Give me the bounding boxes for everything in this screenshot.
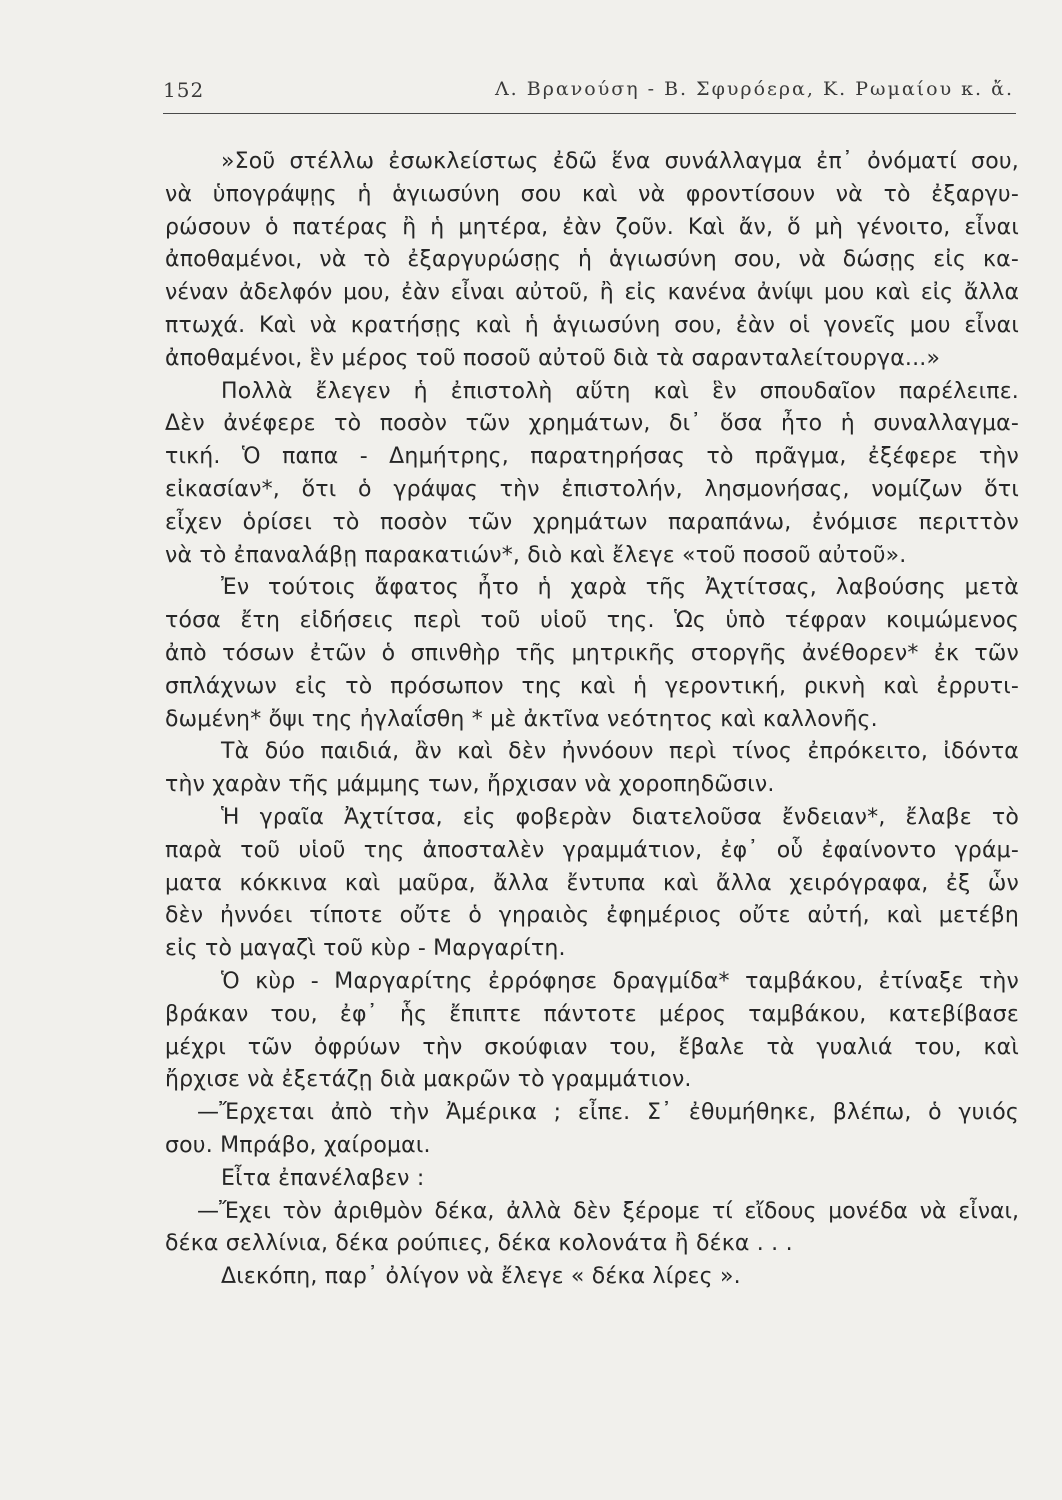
text-line: »Σοῦ στέλλω ἐσωκλείστως ἐδῶ ἕνα συνάλλαγμα ἐπ᾽ ὀνόματί σου, <box>221 149 1019 174</box>
page-header <box>163 78 1018 110</box>
text-line: σου. Μπράβο, χαίρομαι. <box>165 1132 431 1158</box>
text-line: —Ἔχει τὸν ἀριθμὸν δέκα, ἀλλὰ δὲν ξέρομε τί εἴδους μονέδα νὰ εἶναι, <box>197 1198 1019 1224</box>
text-line: νὰ ὑπογράψῃς ἡ ἁγιωσύνη σου καὶ νὰ φροντίσουν νὰ τὸ ἐξαργυ- <box>165 181 1019 207</box>
text-line: τὴν χαρὰν τῆς μάμμης των, ἤρχισαν νὰ χοροπηδῶσιν. <box>165 772 775 798</box>
text-line: ματα κόκκινα καὶ μαῦρα, ἄλλα ἔντυπα καὶ ἄλλα χειρόγραφα, ἐξ ὧν <box>165 870 1019 896</box>
text-line: νὰ τὸ ἐπαναλάβῃ παρακατιών*, διὸ καὶ ἔλεγε «τοῦ ποσοῦ αὐτοῦ». <box>165 542 907 568</box>
text-line: Τὰ δύο παιδιά, ἂν καὶ δὲν ἠννόουν περὶ τίνος ἐπρόκειτο, ἰδόντα <box>221 739 1019 765</box>
text-line: δὲν ἠννόει τίποτε οὔτε ὁ γηραιὸς ἐφημέριος οὔτε αὐτή, καὶ μετέβη <box>165 903 1019 929</box>
text-line: ἀποθαμένοι, νὰ τὸ ἐξαργυρώσῃς ἡ ἁγιωσύνη σου, νὰ δώσῃς εἰς κα- <box>165 247 1019 273</box>
text-line: Διεκόπη, παρ᾽ ὀλίγον νὰ ἔλεγε « δέκα λίρες ». <box>221 1264 741 1290</box>
text-line: πτωχά. Καὶ νὰ κρατήσῃς καὶ ἡ ἁγιωσύνη σου, ἐὰν οἱ γονεῖς μου εἶναι <box>165 312 1019 338</box>
text-line: —Ἔρχεται ἀπὸ τὴν Ἀμέρικα ; εἶπε. Σ᾽ ἐθυμήθηκε, βλέπω, ὁ γυιός <box>197 1100 1019 1126</box>
text-line: ἀποθαμένοι, ἓν μέρος τοῦ ποσοῦ αὐτοῦ διὰ τὰ σαρανταλείτουργα...» <box>165 345 941 371</box>
text-line: Ἐν τούτοις ἄφατος ἦτο ἡ χαρὰ τῆς Ἀχτίτσας, λαβούσης μετὰ <box>221 575 1019 601</box>
text-line: βράκαν του, ἐφ᾽ ἧς ἔπιπτε πάντοτε μέρος ταμβάκου, κατεβίβασε <box>165 1001 1019 1027</box>
text-line: Εἶτα ἐπανέλαβεν : <box>221 1165 425 1191</box>
text-line: Ἡ γραῖα Ἀχτίτσα, εἰς φοβερὰν διατελοῦσα ἔνδειαν*, ἔλαβε τὸ <box>221 804 1019 830</box>
text-line: παρὰ τοῦ υἱοῦ της ἀποσταλὲν γραμμάτιον, ἐφ᾽ οὗ ἐφαίνοντο γράμ- <box>165 837 1019 863</box>
body-text <box>165 146 1019 1294</box>
text-line: Δὲν ἀνέφερε τὸ ποσὸν τῶν χρημάτων, δι᾽ ὅσα ἦτο ἡ συναλλαγμα- <box>165 411 1019 437</box>
text-line: εἶχεν ὁρίσει τὸ ποσὸν τῶν χρημάτων παραπάνω, ἐνόμισε περιττὸν <box>165 509 1019 535</box>
page-number: 152 <box>163 78 205 102</box>
header-rule <box>163 113 1016 114</box>
text-line: εἰς τὸ μαγαζὶ τοῦ κὺρ - Μαργαρίτη. <box>165 936 566 962</box>
text-line: μέχρι τῶν ὀφρύων τὴν σκούφιαν του, ἔβαλε τὰ γυαλιά του, καὶ <box>165 1034 1019 1060</box>
text-line: Ὁ κὺρ - Μαργαρίτης ἐρρόφησε δραγμίδα* ταμβάκου, ἐτίναξε τὴν <box>221 968 1019 994</box>
text-line: σπλάχνων εἰς τὸ πρόσωπον της καὶ ἡ γεροντική, ρικνὴ καὶ ἐρρυτι- <box>165 673 1019 699</box>
text-line: δέκα σελλίνια, δέκα ρούπιες, δέκα κολονάτα ἢ δέκα . . . <box>165 1231 793 1257</box>
text-line: δωμένη* ὄψι της ἠγλαΐσθη * μὲ ἀκτῖνα νεότητος καὶ καλλονῆς. <box>165 706 878 732</box>
text-line: τόσα ἔτη εἰδήσεις περὶ τοῦ υἱοῦ της. Ὡς ὑπὸ τέφραν κοιμώμενος <box>165 608 1019 634</box>
text-line: ἤρχισε νὰ ἐξετάζῃ διὰ μακρῶν τὸ γραμμάτιον. <box>165 1067 692 1093</box>
text-line: τική. Ὁ παπα - Δημήτρης, παρατηρήσας τὸ πρᾶγμα, ἐξέφερε τὴν <box>165 444 1019 470</box>
text-line: εἰκασίαν*, ὅτι ὁ γράψας τὴν ἐπιστολήν, λησμονήσας, νομίζων ὅτι <box>165 476 1019 502</box>
text-line: ἀπὸ τόσων ἐτῶν ὁ σπινθὴρ τῆς μητρικῆς στοργῆς ἀνέθορεν* ἐκ τῶν <box>165 640 1019 666</box>
text-line: Πολλὰ ἔλεγεν ἡ ἐπιστολὴ αὕτη καὶ ἓν σπουδαῖον παρέλειπε. <box>221 378 1019 404</box>
text-line: ρώσουν ὁ πατέρας ἢ ἡ μητέρα, ἐὰν ζοῦν. Καὶ ἄν, ὅ μὴ γένοιτο, εἶναι <box>165 214 1019 240</box>
text-line: νέναν ἀδελφόν μου, ἐὰν εἶναι αὐτοῦ, ἢ εἰς κανένα ἀνίψι μου καὶ εἰς ἄλλα <box>165 280 1019 306</box>
running-head: Λ. Βρανούση - Β. Σφυρόερα, Κ. Ρωμαίου κ. ἄ. <box>494 78 1014 100</box>
